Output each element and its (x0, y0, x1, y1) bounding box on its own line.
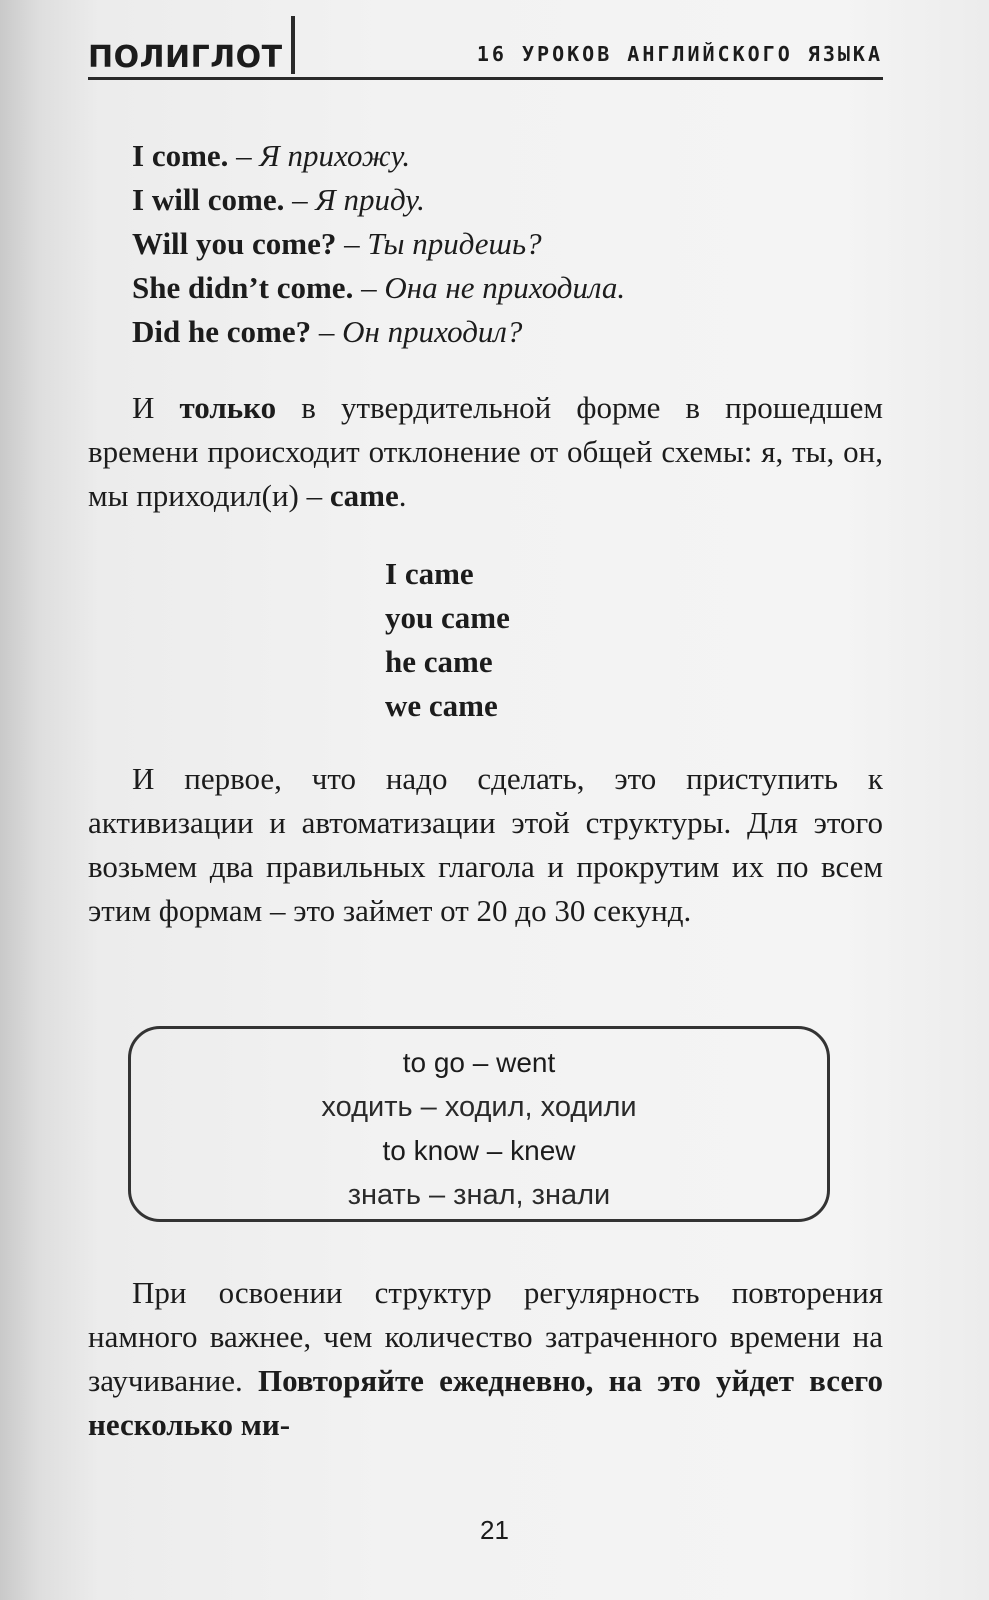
paragraph-text: в утвердительной форме в прошедшем времени происходит отклонение от общей схемы: я, ты, он, мы приходил(и) – (88, 390, 883, 513)
paragraph-emphasis: Повторяйте ежедневно, на это уйдет всего несколько ми- (88, 1363, 883, 1442)
came-form: you came (385, 600, 510, 635)
example-line (132, 134, 882, 178)
paragraph-text: . (398, 478, 407, 513)
paragraph-text: И (132, 390, 180, 425)
verb-en: to know – knew (382, 1135, 576, 1166)
paragraph-text: И первое, что надо сделать, это приступить к активизации и автоматизации этой структуры. Для этого возьмем два правильных глагола и прокрутим их по всем этим формам – это займет от 20 до 30 секунд. (88, 761, 883, 928)
verb-ru: ходить – ходил, ходили (321, 1091, 637, 1123)
dash: – (311, 314, 343, 349)
brand-logo: ПОЛИГЛОТ (88, 40, 283, 75)
page-number: 21 (480, 1515, 509, 1545)
example-ru: Он приходил? (342, 314, 523, 349)
dash: – (228, 138, 260, 173)
header-divider (291, 16, 295, 74)
example-line (132, 222, 882, 266)
dash: – (336, 226, 368, 261)
paragraph-activation (88, 757, 883, 933)
example-en: Will you come? (132, 226, 337, 261)
example-en: I come. (132, 138, 229, 173)
paragraph-emphasis: только (179, 390, 277, 425)
example-ru: Я прихожу. (259, 138, 411, 173)
page-header (88, 14, 883, 88)
example-ru: Ты придешь? (367, 226, 542, 261)
paragraph-text: При освоении структур регулярность повторения намного важнее, чем количество затраченного времени на заучивание. (88, 1275, 883, 1398)
paragraph-emphasis: came (329, 478, 399, 513)
header-rule (88, 77, 883, 80)
dash: – (284, 182, 316, 217)
book-title: 16 УРОКОВ АНГЛИЙСКОГО ЯЗЫКА (476, 42, 883, 66)
example-line (132, 178, 882, 222)
came-forms-list (385, 552, 510, 728)
verb-box (128, 1026, 830, 1222)
example-ru: Я приду. (315, 182, 425, 217)
came-form: I came (385, 556, 474, 591)
example-en: She didn’t come. (132, 270, 354, 305)
came-form: we came (385, 688, 498, 723)
example-en: I will come. (132, 182, 285, 217)
example-sentences (132, 134, 882, 354)
example-en: Did he come? (132, 314, 312, 349)
paragraph-past-tense (88, 386, 883, 518)
verb-ru: знать – знал, знали (347, 1179, 611, 1211)
example-ru: Она не приходила. (384, 270, 626, 305)
example-line (132, 266, 882, 310)
verb-en: to go – went (402, 1047, 556, 1078)
paragraph-repetition (88, 1271, 883, 1447)
example-line (132, 310, 882, 354)
came-form: he came (385, 644, 493, 679)
dash: – (353, 270, 385, 305)
